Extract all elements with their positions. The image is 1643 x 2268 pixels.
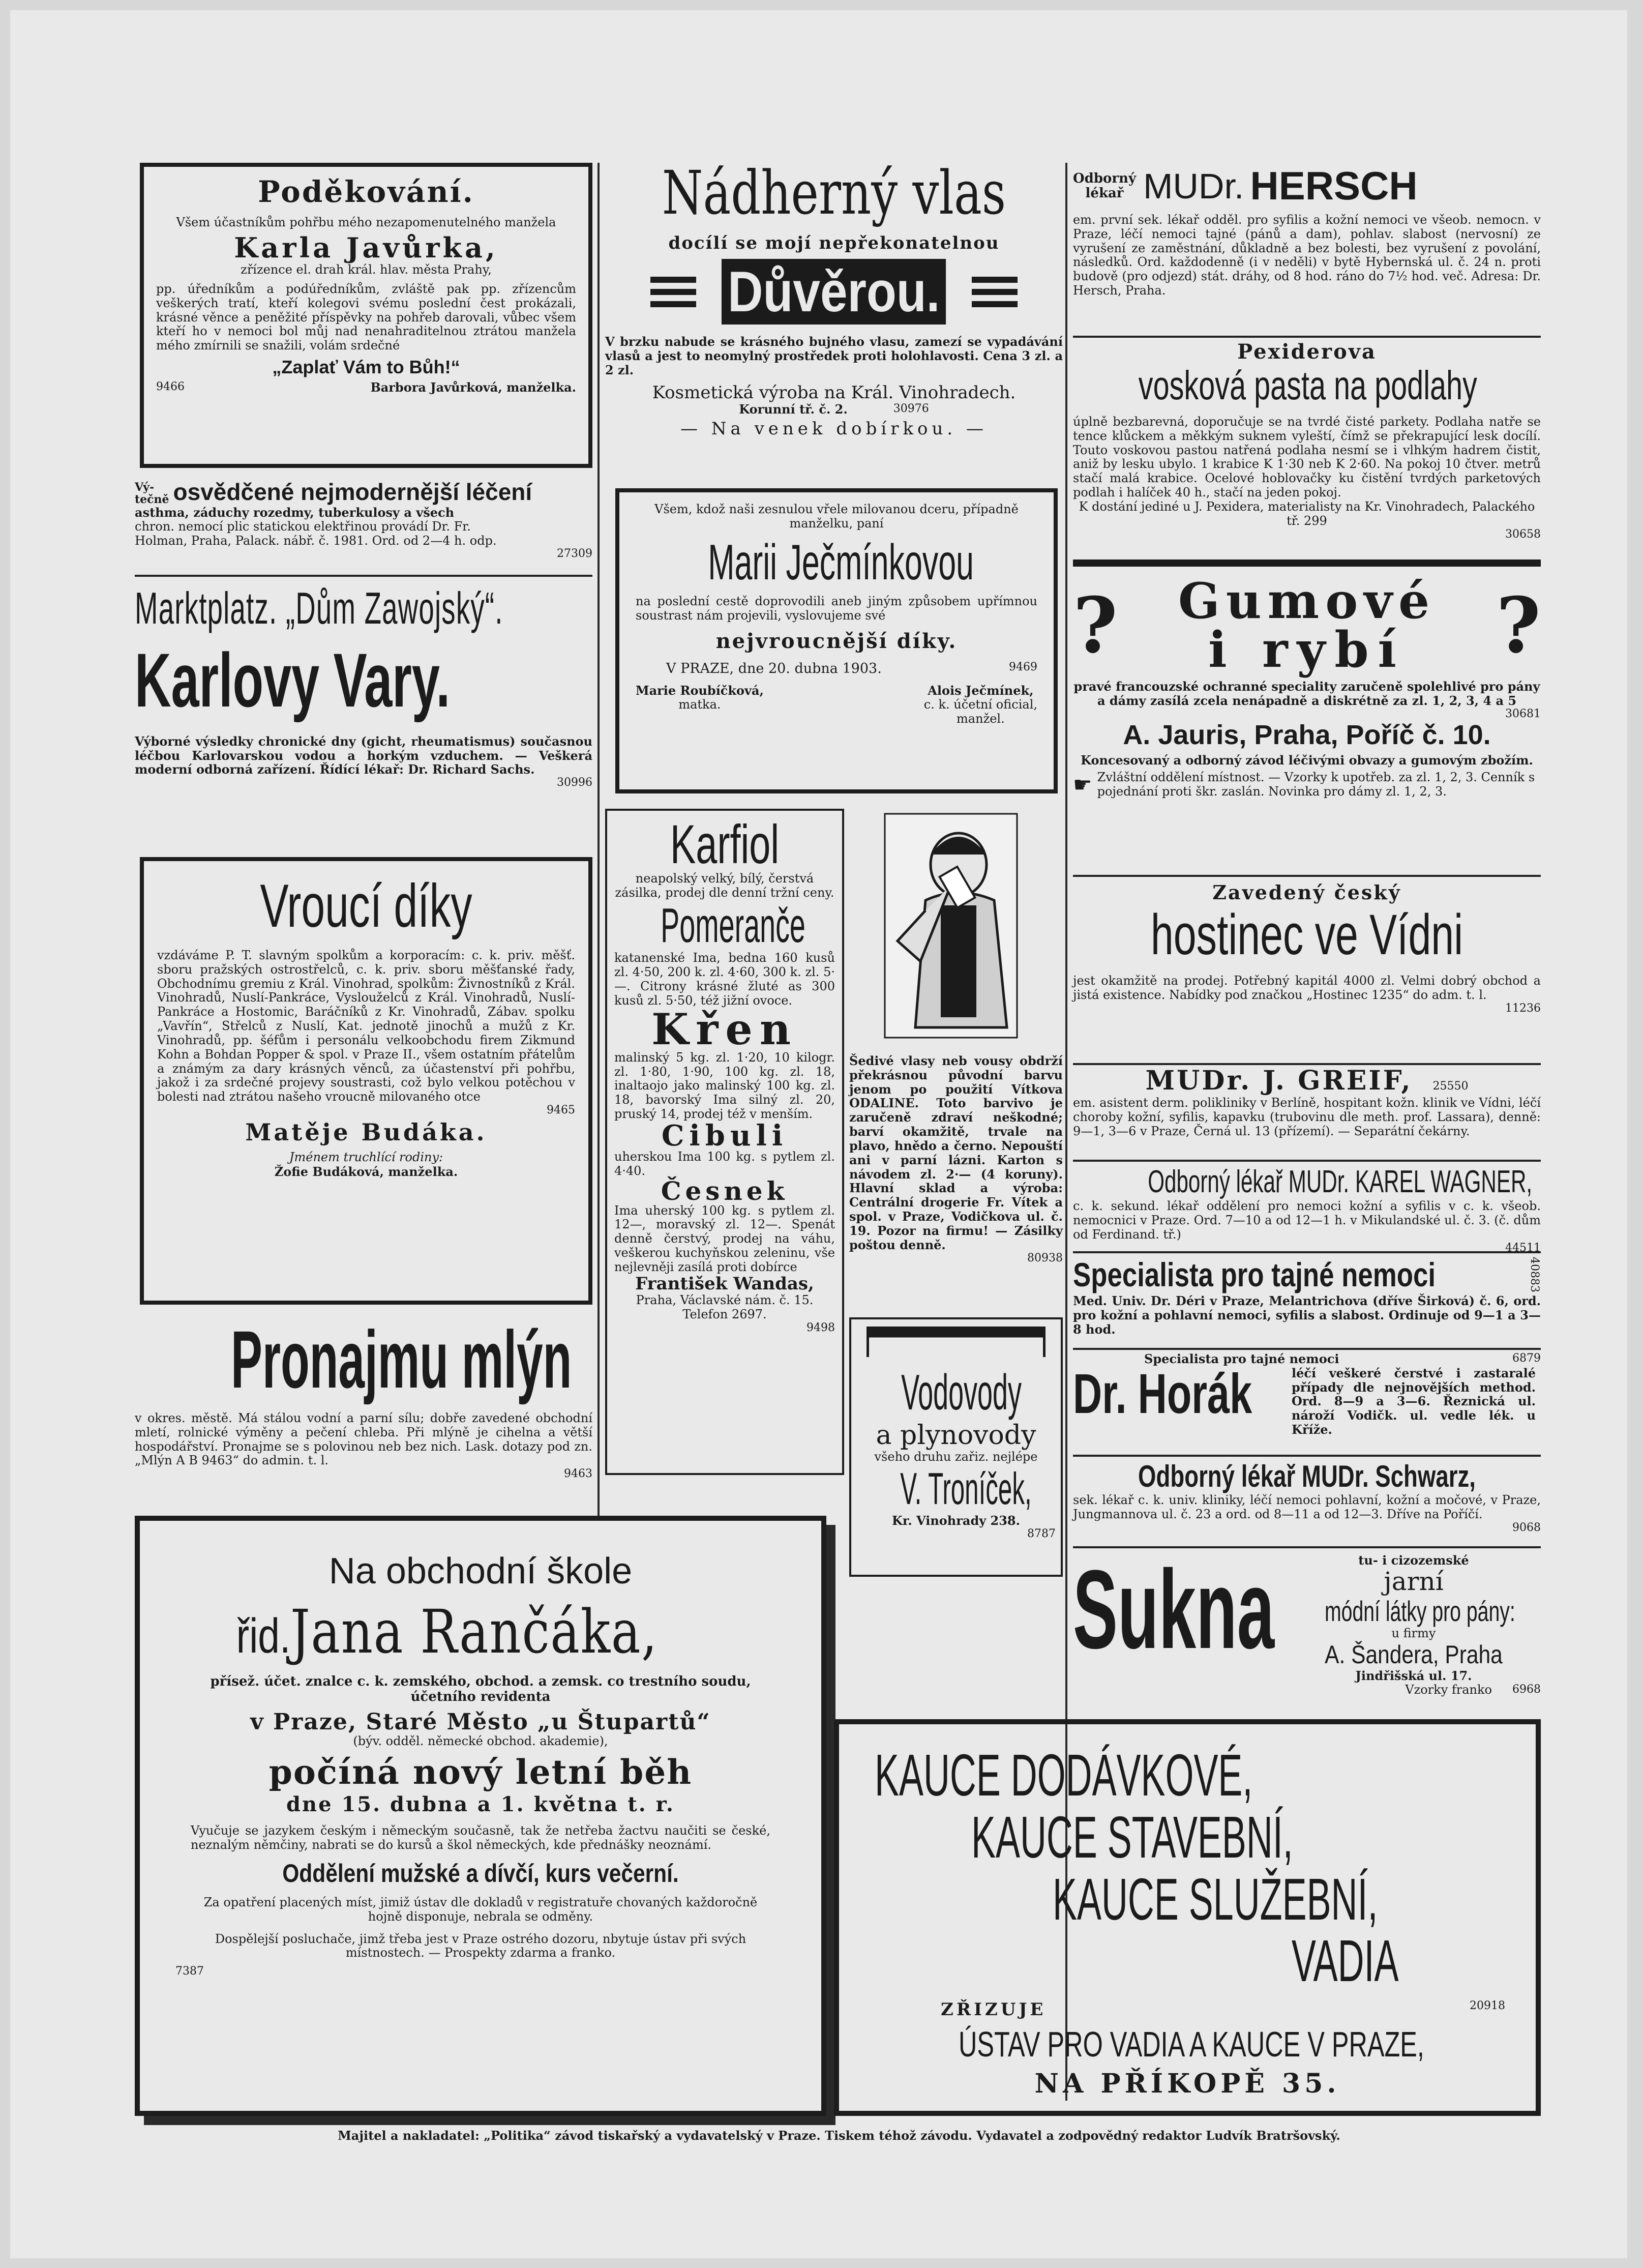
horak-num: 6879: [1512, 1352, 1541, 1365]
podekovani-thanks: „Zaplať Vám to Bůh!“: [272, 356, 460, 377]
skola-line12: Dospělejší posluchače, jimž třeba jest v Praze ostrého dozoru, nbytuje ústav při svých místnostech. — Prospekty zdarma a franko.: [215, 1931, 746, 1960]
holman-num: 27309: [557, 547, 592, 561]
vlas-big: Důvěrou.: [722, 259, 946, 325]
hersch-name1: MUDr.: [1143, 166, 1244, 206]
wandas-cesnek: Česnek: [661, 1175, 789, 1206]
mlyn-num: 9463: [564, 1467, 592, 1481]
jecminkova-sign1b: matka.: [678, 697, 721, 712]
odaline-num: 80938: [1027, 1251, 1063, 1264]
wandas-cibuli: Cibuli: [661, 1118, 788, 1153]
skola-line4: přísež. účet. znalce c. k. zemského, obchod. a zemsk. co trestního soudu, účetního revidenta: [210, 1674, 751, 1705]
tronicek-num: 8787: [1027, 1527, 1056, 1540]
vrouci-sign: Žofie Budáková, manželka.: [274, 1164, 458, 1179]
jauris-q-right: ?: [1496, 581, 1541, 670]
hersch-body: em. první sek. lékař odděl. pro syfilis a kožní nemoci ve všeob. nemocn. v Praze, léčí nemoci tajné (pánů a dam), pohlav. slabost (nervosní) ze vyrušení ze zaměstnání, důkladně a bez bolesti, bez vyrušení z povolání, následků. Ord. každodenně (i v neděli) v bytě Hybernská ul. č. 24 n. proti budově (pro odjezd) stát. dráhy, od 8 hod. ráno do 7½ hod. več. Adresa: Dr. Hersch, Praha.: [1073, 213, 1541, 298]
kauce-line1: KAUCE DODÁVKOVÉ,: [875, 1742, 1253, 1808]
kauce-line3: KAUCE SLUŽEBNÍ,: [1053, 1866, 1378, 1932]
holman-line2: asthma, záduchy rozedmy, tuberkulosy a všech: [135, 505, 455, 520]
kauce-line6: ÚSTAV PRO VADIA A KAUCE V PRAZE,: [959, 2024, 1424, 2065]
mlyn-ad: [135, 1315, 592, 1513]
hostinec-line2: hostinec ve Vídni: [1150, 902, 1463, 966]
vlas-addr: Korunní tř. č. 2.: [739, 402, 848, 417]
hostinec-num: 11236: [1505, 1002, 1541, 1015]
jauris-q-left: ?: [1073, 581, 1118, 670]
vlas-title: Nádherný vlas: [662, 158, 1006, 228]
vlas-body: V brzku nabude se krásného bujného vlasu, zamezí se vypadávání vlasů a jest to neomylný prostředek proti holohlavosti. Cena 3 zl. a 2 zl.: [605, 334, 1063, 378]
jecminkova-sign2c: manžel.: [957, 712, 1005, 726]
wagner-ad: [1073, 1160, 1541, 1254]
wandas-karfiol-text: neapolský velký, bílý, čerstvá zásilka, prodej dle denní tržní ceny.: [615, 871, 834, 900]
sukna-line5: A. Šandera, Praha: [1325, 1640, 1503, 1669]
jecminkova-num: 9469: [1009, 661, 1037, 674]
sukna-line4: u firmy: [1391, 1626, 1436, 1641]
wandas-karfiol: Karfiol: [670, 813, 780, 875]
greif-title: MUDr. J. GREIF,: [1145, 1065, 1413, 1096]
column-rule-1: [598, 163, 600, 1516]
skola-line6: (býv. odděl. německé obchod. akademie),: [353, 1733, 608, 1748]
tronicek-sub: a plynovody: [876, 1420, 1036, 1451]
zawojsky-line2: Karlovy Vary.: [135, 637, 451, 723]
vlas-num: 30976: [893, 402, 929, 416]
tronicek-name: V. Troníček,: [900, 1463, 1032, 1514]
vlas-venek: — Na venek dobírkou. —: [680, 419, 988, 439]
sukna-line3: módní látky pro pány:: [1325, 1595, 1515, 1627]
jecminkova-intro: Všem, kdož naši zesnulou vřele milovanou dceru, případně manželku, paní: [654, 502, 1019, 531]
sukna-big: Sukna: [1073, 1547, 1275, 1672]
hersch-name2: HERSCH: [1250, 163, 1418, 208]
jauris-body: pravé francouzské ochranné speciality zaručeně spolehlivé pro pány a dámy zasílá zcela nenápadně a diskrétně za zl. 1, 2, 3, 4 a 5: [1073, 679, 1540, 708]
skola-line5: v Praze, Staré Město „u Štupartů“: [250, 1709, 711, 1735]
schwarz-body: sek. lékař c. k. univ. kliniky, léčí nemoci pohlavní, kožní a močové, v Praze, Jungmannova ul. č. 23 a ord. od 8—11 a od 12—3. Dříve na Poříčí.: [1073, 1493, 1541, 1521]
deri-ad: [1073, 1251, 1541, 1343]
wagner-title: Odborný lékař MUDr. KAREL WAGNER,: [1148, 1164, 1533, 1199]
sukna-line1: tu- i cizozemské: [1358, 1553, 1469, 1568]
greif-ad: [1073, 1063, 1541, 1155]
pexider-num: 30658: [1505, 527, 1541, 541]
holman-lead1: Vý-: [135, 480, 155, 494]
tronicek-addr: Kr. Vinohrady 238.: [892, 1513, 1020, 1528]
sukna-num: 6968: [1512, 1683, 1541, 1696]
kauce-num: 20918: [1470, 1999, 1505, 2013]
vrouci-name: Matěje Budáka.: [245, 1118, 487, 1146]
skola-ad: [135, 1516, 826, 2116]
podekovani-title: Poděkování.: [258, 174, 474, 209]
wagner-num: 44511: [1505, 1241, 1541, 1254]
jauris-line3: Koncesovaný a odborný závod léčivými obvazy a gumovým zbožím.: [1081, 753, 1533, 768]
jecminkova-sign2: Alois Ječmínek,: [928, 683, 1034, 698]
vrouci-fam: Jménem truchlící rodiny:: [289, 1150, 443, 1164]
sukna-ad: [1073, 1546, 1541, 1709]
jecminkova-body: na poslední cestě doprovodili aneb jiným způsobem upřímnou soustrast nám projevili, vyslovujeme své: [636, 594, 1037, 623]
deri-body: Med. Univ. Dr. Déri v Praze, Melantrichova (dříve Širková) č. 6, ord. pro kožní a pohlavní nemoci, syfilis a slabost. Ordinuje od 9—1 a 3—8 hod.: [1073, 1293, 1541, 1337]
kauce-line7: NA PŘÍKOPĚ 35.: [1034, 2068, 1340, 2100]
vlas-firm: Kosmetická výroba na Král. Vinohradech.: [652, 382, 1016, 403]
hostinec-body: jest okamžitě na prodej. Potřebný kapitál 4000 zl. Velmi dobrý obchod a jistá existence. Nabídky pod značkou „Hostinec 1235“ do adm. t. l.: [1073, 973, 1541, 1002]
pexider-ad: [1073, 336, 1541, 554]
zawojsky-body: Výborné výsledky chronické dny (gicht, rheumatismus) současnou léčbou Karlovarskou vodou a horkým vzduchem. — Veškerá moderní odborná zařízení. Řídící lékař: Dr. Richard Sachs.: [135, 733, 592, 777]
podekovani-intro: Všem účastníkům pohřbu mého nezapomenutelného manžela: [176, 215, 556, 229]
holman-ad: [135, 478, 592, 559]
skola-line8: dne 15. dubna a 1. května t. r.: [286, 1792, 675, 1817]
zawojsky-ad: [135, 575, 592, 844]
wandas-num: 9498: [806, 1321, 835, 1334]
wandas-addr: Praha, Václavské nám. č. 15. Telefon 2697.: [636, 1293, 814, 1321]
jauris-line4: Zvláštní oddělení místnost. — Vzorky k upotřeb. za zl. 1, 2, 3. Cenník s pojednání proti škr. zaslán. Novinka pro dámy zl. 1, 2, 3.: [1097, 770, 1535, 799]
schwarz-num: 9068: [1512, 1521, 1541, 1534]
jecminkova-name: Marii Ječmínkovou: [708, 534, 974, 590]
skola-rid: řid.: [236, 1609, 291, 1664]
kauce-line5: ZŘIZUJE: [941, 1999, 1047, 2020]
tronicek-ad: [849, 1317, 1063, 1577]
podekovani-ad: [140, 163, 592, 468]
deri-side: 40883: [1528, 1257, 1541, 1292]
wandas-pomerance-text: katanenské Ima, bedna 160 kusů zl. 4·50, 200 k. zl. 4·60, 300 k. zl. 5·—. Citrony krásné žluté as 300 kusů zl. 5·50, též jižní ovoce.: [614, 951, 835, 1008]
hersch-lead1: Odborný: [1073, 170, 1137, 186]
holman-title: osvědčené nejmodernější léčení: [173, 479, 532, 505]
tronicek-title: Vodovody: [901, 1364, 1022, 1420]
jecminkova-date: V PRAZE, dne 20. dubna 1903.: [666, 661, 882, 677]
jauris-line1: Gumové: [1178, 572, 1436, 630]
pointing-hand-icon: ☛: [1073, 772, 1092, 798]
holman-lead2: tečně: [135, 492, 169, 506]
holman-line3: chron. nemocí plic statickou elektřinou provádí Dr. Fr.: [135, 519, 471, 534]
skola-num: 7387: [175, 1965, 204, 1978]
wandas-ad: [605, 809, 844, 1475]
vlas-sub: docílí se mojí nepřekonatelnou: [668, 233, 1000, 253]
jecminkova-thanks: nejvroucnější díky.: [715, 629, 958, 654]
skola-line11: Za opatření placených míst, jimiž ústav dle dokladů v registratuře chovaných každoročně hojně disponuje, nebrala se odměny.: [203, 1895, 758, 1924]
man-drinking-illustration: [849, 809, 1063, 1048]
skola-line9: Vyučuje se jazykem českým i německým současně, tak že netřeba žactvu naučiti se české, neznalým němčiny, nabrati se do kursů a škol německých, kde přednášky neoznámí.: [191, 1823, 770, 1852]
jecminkova-sign1: Marie Roubíčková,: [636, 683, 764, 698]
jauris-name: A. Jauris, Praha, Poříč č. 10.: [1123, 719, 1491, 750]
greif-body: em. asistent derm. polikliniky v Berlíně, hospitant kožn. klinik ve Vídni, léčí choroby kožní, syfilis, kapavku (trubovinu dle meth. prof. Lassara), denně: 9—1, 3—6 v Praze, Černá ul. 13 (přízemí). — Separátní čekárny.: [1073, 1096, 1541, 1138]
holman-line4: Holman, Praha, Palack. nábř. č. 1981. Ord. od 2—4 h. odp.: [135, 533, 497, 548]
pexider-body: úplně bezbarevná, doporučuje se na tvrdé čisté parkety. Podlaha natře se tence klůckem a měkkým suknem vyleští, čímž se překrapující lesk docílí. Touto voskovou pastou natřená podlaha nesmí se i vlhkým hadrem čistit, aniž by lesku ubylo. 1 krabice K 1·30 neb K 2·60. Na pokoj 10 čtver. metrů stačí malá krabice. Ocelové hoblovačky ku čistění tvrdých parketových podlah i halíček 40 h., stačí na jeden pokoj.: [1073, 415, 1541, 500]
kauce-ad: [834, 1719, 1541, 2116]
podekovani-sign: Barbora Javůrková, manželka.: [370, 379, 576, 395]
wandas-pomerance: Pomeranče: [661, 898, 805, 953]
podekovani-name: Karla Javůrka,: [234, 231, 498, 264]
skola-name: Jana Rančáka,: [290, 1597, 658, 1667]
horak-ad: [1073, 1348, 1541, 1450]
hostinec-ad: [1073, 875, 1541, 1058]
hersch-ad: [1073, 163, 1541, 331]
podekovani-sub: zřízence el. drah král. hlav. města Prahy,: [241, 262, 492, 277]
wandas-kren: Křen: [651, 1004, 798, 1054]
vrouci-ad: [140, 857, 592, 1305]
odaline-ad: [849, 809, 1063, 1312]
skola-line7: počíná nový letní běh: [268, 1752, 693, 1792]
vrouci-title: Vroucí díky: [260, 872, 472, 940]
vrouci-num: 9465: [547, 1104, 575, 1117]
wagner-body: c. k. sekund. lékař oddělení pro nemoci kožní a syfilis v c. k. všeob. nemocnici v Praze. Ord. 7—10 a od 12—1 h. v Mikulandské ul. č. 3. (č. dům od Ferdinand. tř.): [1073, 1199, 1541, 1242]
sukna-line2: jarní: [1384, 1566, 1444, 1596]
jecminkova-ad: [615, 488, 1058, 793]
horak-title: Specialista pro tajné nemoci: [1144, 1351, 1339, 1366]
tronicek-body: všeho druhu zařiz. nejlépe: [874, 1450, 1038, 1464]
zawojsky-line1: Marktplatz. „Dům Zawojský“.: [135, 583, 503, 633]
wandas-firm: František Wandas,: [635, 1273, 814, 1294]
deri-title: Specialista pro tajné nemoci: [1073, 1256, 1436, 1293]
wandas-cesnek-text: Ima uherský 100 kg. s pytlem zl. 12—, moravský zl. 12—. Spenát denně čerstvý, prodej na váhu, veškerou kuchyňskou zeleninu, vše nejlevněji zasílá proti dobírce: [614, 1203, 835, 1274]
vrouci-body: vzdáváme P. T. slavným spolkům a korporacím: c. k. priv. měšť. sboru pražských ostrostřelců, c. k. priv. sboru měšťanské řady, Obchodnímu gremiu z Král. Vinohrad, spolkům: Živnostníků z Král. Vinohradů, Nuslí-Pankráce, Vyslouželců z Král. Vinohradů, Nuslí-Pankráce a Hostomic, Baráčníků z Kr. Vinohradů, Zábav. spolku „Vavřín“, Střelců z Nuslí, Kat. jednotě jinochů a mužů z Kr. Vinohradů, pp. šéfům i personálu velkoobchodu firem Zikmund Kohn a Bohdan Popper & spol. v Praze II., všem ostatním přátelům a známým za dary krásných věnců, za účastenství při pohřbu, jakož i za srdečné projevy soustrasti, což bylo velkou potěchou v bolesti nad ztrátou našeho vroucně milovaného otce: [157, 948, 575, 1104]
pexider-line1: Pexiderova: [1237, 340, 1377, 364]
jauris-num: 30681: [1505, 707, 1541, 720]
skola-line1: Na obchodní škole: [328, 1551, 633, 1592]
kauce-line4: VADIA: [1292, 1928, 1399, 1994]
skola-line10: Oddělení mužské a dívčí, kurs večerní.: [282, 1859, 679, 1888]
schwarz-title: Odborný lékař MUDr. Schwarz,: [1138, 1459, 1476, 1493]
hostinec-line1: Zavedený český: [1212, 881, 1401, 904]
wandas-cibuli-text: uherskou Ima 100 kg. s pytlem zl. 4·40.: [614, 1149, 835, 1178]
vlas-ad: [605, 158, 1063, 483]
zawojsky-num: 30996: [557, 776, 592, 789]
jauris-line2: i rybí: [1208, 621, 1406, 679]
odaline-body: Šedivé vlasy neb vousy obdrží překrásnou původní barvu jenom po použití Vítkova ODALINE. Toto barvivo je zaručeně zdraví neškodné; barví okamžitě, trvale na plavo, hnědo a černo. Nepouští ani v parní lázni. Karton s návodem zl. 2·— (4 koruny). Hlavní sklad a výroba: Centrální drogerie Fr. Vítek a spol. v Praze, Vodičkova ul. č. 19. Pozor na firmu! — Zásilky poštou denně.: [849, 1053, 1063, 1252]
wandas-kren-text: malinský 5 kg. zl. 1·20, 10 kilogr. zl. 1·80, 1·90, 100 kg. zl. 18, inaltaojo jako malinský 100 kg. zl. 18, bavorský Ima silný zl. 20, pruský 14, prodej též v menším.: [614, 1050, 835, 1122]
greif-num: 25550: [1432, 1080, 1469, 1093]
mlyn-body: v okres. městě. Má stálou vodní a parní sílu; dobře zavedené obchodní mletí, rolnické výměny a pečení chleba. Při mlýně je cihelna a větší hospodářství. Pronajme se s polovinou neb bez nich. Lask. dotazy pod zn. „Mlýn A B 9463“ do admin. t. l.: [135, 1411, 592, 1468]
pexider-line2: vosková pasta na podlahy: [1138, 363, 1477, 408]
podekovani-num: 9466: [156, 380, 185, 393]
newspaper-page: [10, 10, 1627, 2258]
page-footer: Majitel a nakladatel: „Politika“ závod tiskařský a vydavatelský v Praze. Tiskem téhož závodu. Vydavatel a zodpovědný redaktor Ludvík Bratršovský.: [338, 2128, 1340, 2143]
jauris-ad: [1073, 559, 1541, 844]
sukna-line6: Jindřišská ul. 17.: [1355, 1668, 1472, 1684]
horak-body: léčí veškeré čerstvé i zastaralé případy dle nejnovějších method. Ord. 8—9 a 3—6. Řeznická ul. nároží Vodičk. ul. vedle lék. u Kříže.: [1292, 1365, 1536, 1437]
kauce-line2: KAUCE STAVEBNÍ,: [971, 1804, 1293, 1870]
schwarz-ad: [1073, 1455, 1541, 1541]
podekovani-body: pp. úředníkům a podúředníkům, zvláště pak pp. zřízencům veškerých tratí, kteří kolegovi svému poslední čest prokázali, krásné věnce a peněžité příspěvky na pohřeb darovali, vůbec všem kteří ho v nemoci bol můj nad nenahraditelnou ztrátou manžela mého zmírnili se snažili, volám srdečné: [156, 281, 576, 353]
mlyn-title: Pronajmu mlýn: [231, 1314, 572, 1405]
sukna-line7: Vzorky franko: [1405, 1683, 1492, 1697]
pexider-addr: K dostání jediné u J. Pexidera, materialisty na Kr. Vinohradech, Palackého tř. 299: [1079, 499, 1535, 528]
horak-name: Dr. Horák: [1073, 1362, 1252, 1425]
jecminkova-sign2b: c. k. účetní oficial,: [923, 697, 1037, 712]
hersch-lead2: lékař: [1085, 185, 1124, 201]
